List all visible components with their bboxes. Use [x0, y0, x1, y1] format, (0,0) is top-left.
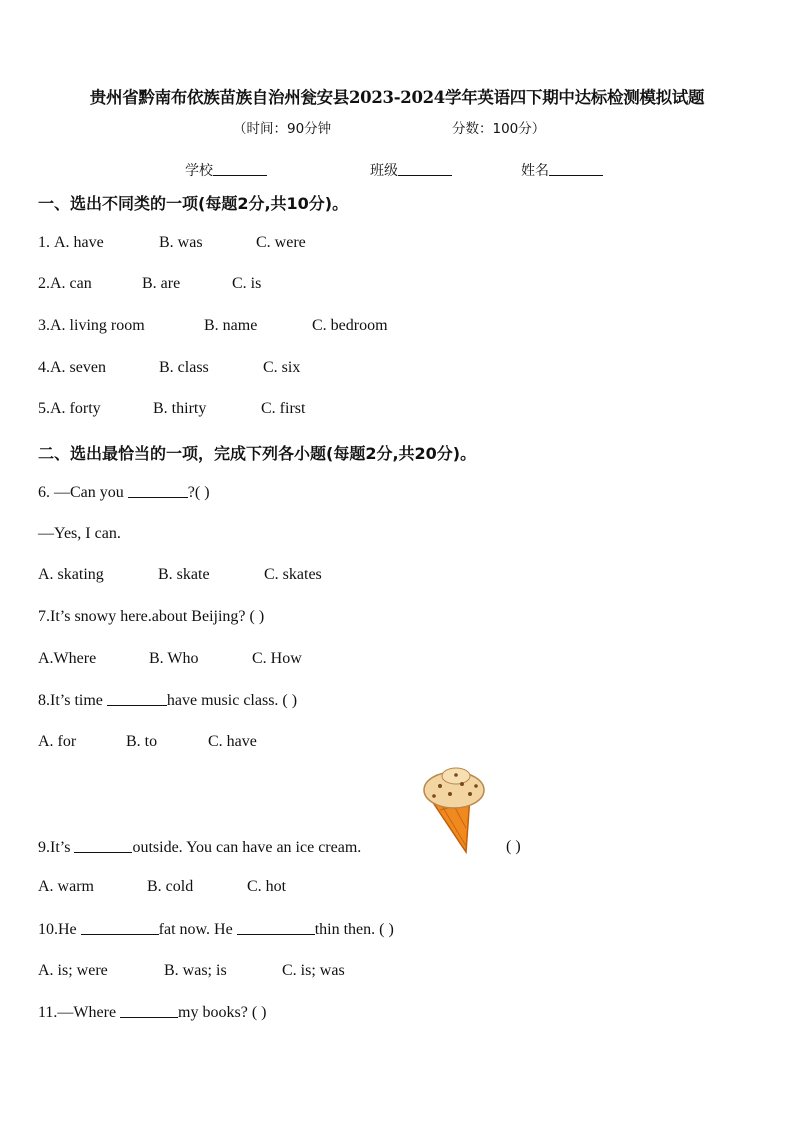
- option-c: C. is: [232, 275, 262, 292]
- time-info: （时间：90分钟: [233, 121, 332, 137]
- option-c: C. bedroom: [312, 317, 388, 334]
- question-11: [38, 1003, 266, 1022]
- question-number: 2.: [38, 275, 50, 292]
- section-1-heading: 一、选出不同类的一项(每题2分,共10分)。: [38, 194, 349, 213]
- question-6-options: [38, 566, 322, 584]
- question-6: [38, 483, 210, 502]
- option-c: C. How: [252, 650, 302, 667]
- answer-blank: [120, 1003, 178, 1018]
- option-a: A. is; were: [38, 962, 108, 979]
- score-info: 分数：100分）: [452, 121, 546, 137]
- option-b: B. cold: [147, 878, 194, 895]
- answer-blank: [128, 483, 188, 498]
- question-number: 1.: [38, 234, 54, 251]
- option-a: A. can: [50, 275, 92, 292]
- option-c: C. have: [208, 733, 257, 750]
- school-label: 学校: [185, 163, 213, 179]
- question-number: 5.: [38, 400, 50, 417]
- option-c: C. skates: [264, 566, 322, 583]
- question-3: [38, 317, 388, 335]
- option-b: B. skate: [158, 566, 210, 583]
- answer-blank: [74, 838, 132, 853]
- option-a: A. seven: [50, 359, 106, 376]
- option-c: C. is; was: [282, 962, 345, 979]
- question-8-options: [38, 733, 257, 751]
- section-2-heading: 二、选出最恰当的一项，完成下列各小题(每题2分,共20分)。: [38, 444, 477, 463]
- option-c: C. hot: [247, 878, 287, 895]
- question-1: [38, 234, 306, 252]
- school-field: [185, 160, 267, 180]
- question-9-options: [38, 878, 286, 896]
- option-b: B. are: [142, 275, 181, 292]
- question-7-options: [38, 650, 302, 668]
- question-text: 6. —Can you: [38, 484, 128, 501]
- question-6-reply: —Yes, I can.: [38, 525, 121, 542]
- question-2: [38, 275, 261, 293]
- name-label: 姓名: [521, 163, 549, 179]
- option-a: A. for: [38, 733, 77, 750]
- question-8: [38, 691, 297, 710]
- question-text: fat now. He: [158, 921, 237, 938]
- option-c: C. first: [261, 400, 306, 417]
- question-text: outside. You can have an ice cream.: [132, 839, 362, 856]
- option-c: C. six: [263, 359, 301, 376]
- option-b: B. was: [159, 234, 203, 251]
- option-b: B. to: [126, 733, 158, 750]
- question-10: [38, 920, 394, 939]
- class-blank: [398, 161, 452, 176]
- option-c: C. were: [256, 234, 306, 251]
- option-b: B. thirty: [153, 400, 207, 417]
- option-b: B. Who: [149, 650, 199, 667]
- class-label: 班级: [370, 163, 398, 179]
- question-10-options: [38, 962, 345, 980]
- question-text: thin then. ( ): [314, 921, 394, 938]
- question-text: 11.—Where: [38, 1004, 121, 1021]
- answer-blank: [237, 920, 315, 935]
- option-a: A.Where: [38, 650, 97, 667]
- question-7: 7.It’s snowy here.about Beijing? ( ): [38, 608, 265, 625]
- school-blank: [213, 161, 267, 176]
- option-b: B. class: [159, 359, 209, 376]
- question-text: my books? ( ): [178, 1004, 267, 1021]
- question-4: [38, 359, 300, 377]
- option-b: B. name: [204, 317, 258, 334]
- question-number: 3.: [38, 317, 50, 334]
- question-text: ?( ): [187, 484, 210, 501]
- page-title: 贵州省黔南布依族苗族自治州瓮安县2023-2024学年英语四下期中达标检测模拟试题: [89, 88, 705, 107]
- class-field: [370, 160, 452, 180]
- option-a: A. forty: [50, 400, 101, 417]
- question-number: 4.: [38, 359, 50, 376]
- question-9: [38, 838, 361, 857]
- question-9-paren: ( ): [506, 838, 521, 855]
- ice-cream-icon: [420, 766, 490, 858]
- question-5: [38, 400, 305, 418]
- question-text: 9.It’s: [38, 839, 75, 856]
- question-text: 10.He: [38, 921, 81, 938]
- name-field: [521, 160, 603, 180]
- answer-blank: [81, 920, 159, 935]
- option-a: A. have: [54, 234, 104, 251]
- question-text: have music class. ( ): [166, 692, 298, 709]
- question-text: 8.It’s time: [38, 692, 107, 709]
- option-a: A. living room: [50, 317, 145, 334]
- option-a: A. warm: [38, 878, 94, 895]
- answer-blank: [107, 691, 167, 706]
- option-b: B. was; is: [164, 962, 227, 979]
- option-a: A. skating: [38, 566, 104, 583]
- name-blank: [549, 161, 603, 176]
